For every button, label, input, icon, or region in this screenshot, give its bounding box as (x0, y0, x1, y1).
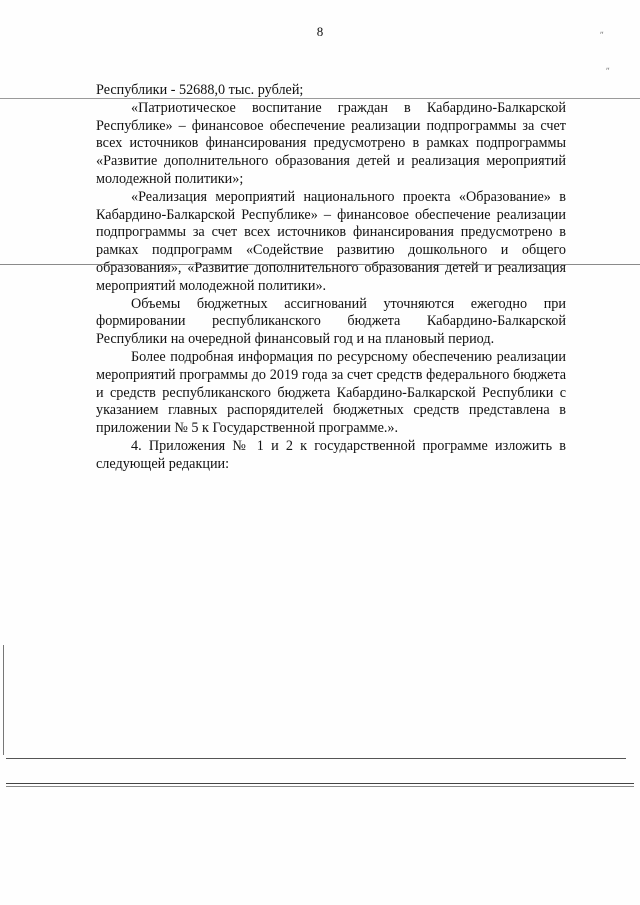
paragraph: 4. Приложения № 1 и 2 к государственной программе изложить в следующей редакции: (96, 437, 566, 472)
paragraph: Республики - 52688,0 тыс. рублей; (96, 82, 304, 98)
scan-line (6, 786, 634, 787)
scan-line (6, 783, 634, 784)
paragraph: «Патриотическое воспитание граждан в Кабардино-Балкарской Республике» – финансовое обеспечение реализации подпрограммы за счет всех источников финансирования предусмотрено в рамках подпрограммы «Развитие дополнительного образования детей и реализация мероприятий молодежной политики»; (96, 99, 566, 187)
scan-line (6, 758, 626, 759)
paragraph: «Реализация мероприятий национального проекта «Образование» в Кабардино-Балкарской Республике» – финансовое обеспечение реализации подпрограммы за счет всех источников финансирования предусмотрено в рамках подпрограмм «Содействие развитию дошкольного и общего образования», «Развитие дополнительного образования детей и реализация мероприятий молодежной политики». (96, 188, 566, 294)
document-body (96, 82, 566, 474)
paragraph: Более подробная информация по ресурсному обеспечению реализации мероприятий программы до 2019 года за счет средств федерального бюджета и средств республиканского бюджета Кабардино-Балкарской Республики с указанием главных распорядителей бюджетных средств представлена в приложении № 5 к Государственной программе.». (96, 348, 566, 437)
page-number: 8 (316, 24, 324, 39)
scan-line (3, 645, 4, 755)
paragraph: Объемы бюджетных ассигнований уточняются ежегодно при формировании республиканского бюджета Кабардино-Балкарской Республики на очередной финансовый год и на плановый период. (96, 295, 566, 348)
scan-mark: ʺ (600, 30, 604, 40)
scan-mark: ʺ (606, 66, 610, 76)
